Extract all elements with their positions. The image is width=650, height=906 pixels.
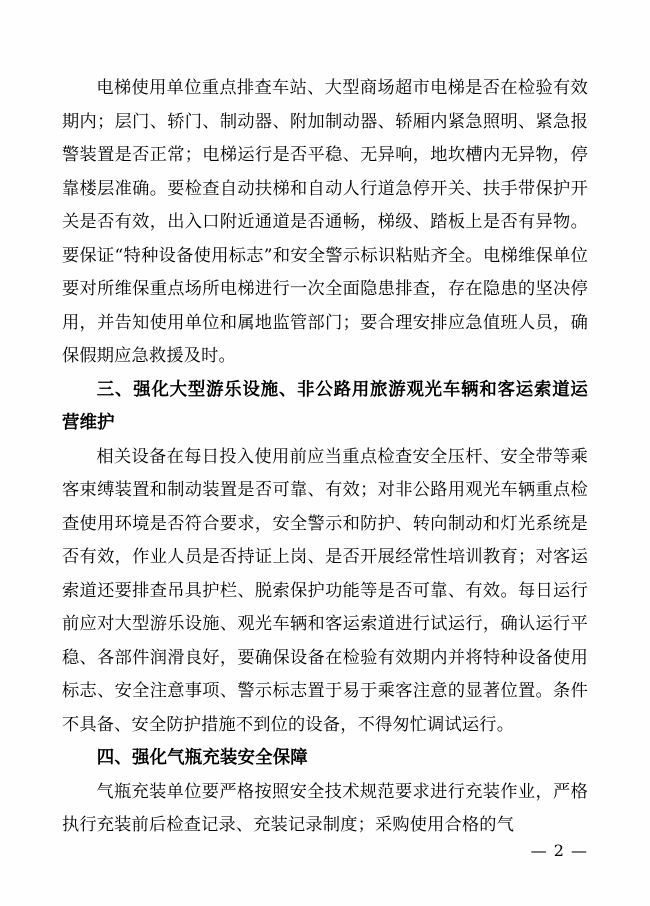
section-heading-three: 三、强化大型游乐设施、非公路用旅游观光车辆和客运索道运营维护 — [62, 379, 588, 433]
paragraph-gas-cylinder-filling: 气瓶充装单位要严格按照安全技术规范要求进行充装作业，严格执行充装前后检查记录、充装记录制度；采购使用合格的气 — [62, 781, 588, 835]
paragraph-amusement-devices: 相关设备在每日投入使用前应当重点检查安全压杆、安全带等乘客束缚装置和制动装置是否可靠、有效；对非公路用观光车辆重点检查使用环境是否符合要求，安全警示和防护、转向制动和灯光系统是否有效，作业人员是否持证上岗、是否开展经常性培训教育；对客运索道还要排查吊具护栏、脱索保护功能等是否可靠、有效。每日运行前应对大型游乐设施、观光车辆和客运索道进行试运行，确认运行平稳、各部件润滑良好，要确保设备在检验有效期内并将特种设备使用标志、安全注意事项、警示标志置于易于乘客注意的显著位置。条件不具备、安全防护措施不到位的设备，不得匆忙调试运行。 — [62, 446, 588, 735]
section-heading-four: 四、强化气瓶充装安全保障 — [96, 748, 308, 768]
page-number: — 2 — — [530, 841, 588, 860]
paragraph-elevator-inspection: 电梯使用单位重点排查车站、大型商场超市电梯是否在检验有效期内；层门、轿门、制动器、附加制动器、轿厢内紧急照明、紧急报警装置是否正常；电梯运行是否平稳、无异响，地坎槽内无异物，停靠楼层准确。要检查自动扶梯和自动人行道急停开关、扶手带保护开关是否有效，出入口附近通道是否通畅，梯级、踏板上是否有异物。要保证“特种设备使用标志”和安全警示标识粘贴齐全。电梯维保单位要对所维保重点场所电梯进行一次全面隐患排查，存在隐患的坚决停用，并告知使用单位和属地监管部门；要合理安排应急值班人员，确保假期应急救援及时。 — [62, 78, 588, 366]
document-body — [62, 72, 588, 843]
